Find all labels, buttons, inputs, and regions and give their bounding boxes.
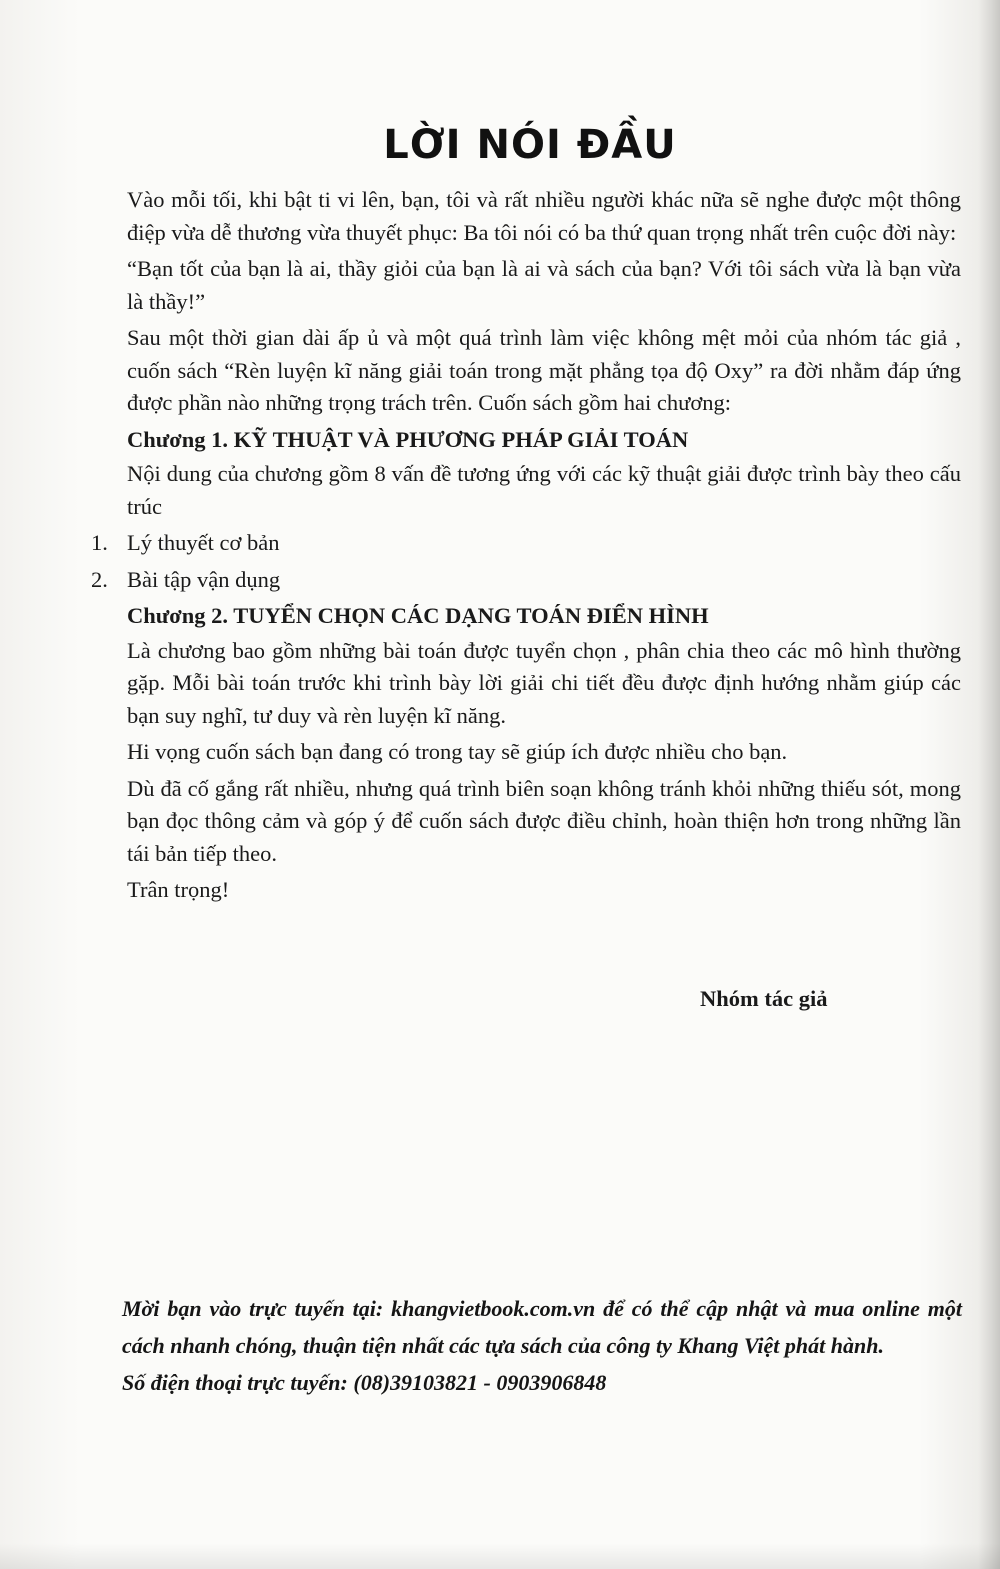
intro-paragraph: Sau một thời gian dài ấp ủ và một quá trình làm việc không mệt mỏi của nhóm tác giả , cuốn sách “Rèn luyện kĩ năng giải toán trong mặt phẳng tọa độ Oxy” ra đời nhằm đáp ứng được phần nào những trọng trách trên. Cuốn sách gồm hai chương: <box>127 325 961 415</box>
page-edge-shadow <box>978 0 1000 1569</box>
chapter2-description: Là chương bao gồm những bài toán được tuyển chọn , phân chia theo các mô hình thường gặp. Mỗi bài toán trước khi trình bày lời giải chi tiết đều được định hướng nhằm giúp các bạn suy nghĩ, tư duy và rèn luyện kĩ năng. <box>127 637 961 728</box>
footer-note <box>122 1290 962 1401</box>
footer-phone: Số điện thoại trực tuyến: (08)39103821 - 0903906848 <box>122 1370 607 1395</box>
footer-promo: Mời bạn vào trực tuyến tại: khangvietbook.com.vn để có thể cập nhật và mua online một cách nhanh chóng, thuận tiện nhất các tựa sách của công ty Khang Việt phát hành. <box>122 1296 962 1358</box>
closing-paragraph: Dù đã cố gắng rất nhiều, nhưng quá trình biên soạn không tránh khỏi những thiếu sót, mong bạn đọc thông cảm và góp ý để cuốn sách được điều chỉnh, hoàn thiện hơn trong những lần tái bản tiếp theo. <box>127 775 961 866</box>
closing-greeting: Trân trọng! <box>127 877 230 902</box>
intro-paragraph: “Bạn tốt của bạn là ai, thầy giỏi của bạn là ai và sách của bạn? Với tôi sách vừa là bạn vừa là thầy!” <box>127 256 961 314</box>
signature: Nhóm tác giả <box>700 986 828 1011</box>
chapter2-heading: Chương 2. TUYỂN CHỌN CÁC DẠNG TOÁN ĐIỂN HÌNH <box>127 603 709 628</box>
page-title: LỜI NÓI ĐẦU <box>383 122 677 168</box>
preface-body <box>91 184 961 911</box>
intro-paragraph: Vào mỗi tối, khi bật ti vi lên, bạn, tôi và rất nhiều người khác nữa sẽ nghe được một thông điệp vừa dễ thương vừa thuyết phục: Ba tôi nói có ba thứ quan trọng nhất trên cuộc đời này: <box>127 187 961 245</box>
list-item-text: Bài tập vận dụng <box>127 566 281 592</box>
chapter1-heading: Chương 1. KỸ THUẬT VÀ PHƯƠNG PHÁP GIẢI TOÁN <box>127 426 689 452</box>
list-item-number: 2. <box>91 566 108 592</box>
list-item <box>91 527 961 560</box>
closing-paragraph: Hi vọng cuốn sách bạn đang có trong tay sẽ giúp ích được nhiều cho bạn. <box>127 739 788 764</box>
list-item-text: Lý thuyết cơ bản <box>127 530 280 555</box>
chapter1-description: Nội dung của chương gồm 8 vấn đề tương ứng với các kỹ thuật giải được trình bày theo cấu trúc <box>127 461 961 519</box>
page-bottom-shadow <box>0 1543 1000 1569</box>
list-item <box>91 564 961 597</box>
list-item-number: 1. <box>91 530 108 555</box>
